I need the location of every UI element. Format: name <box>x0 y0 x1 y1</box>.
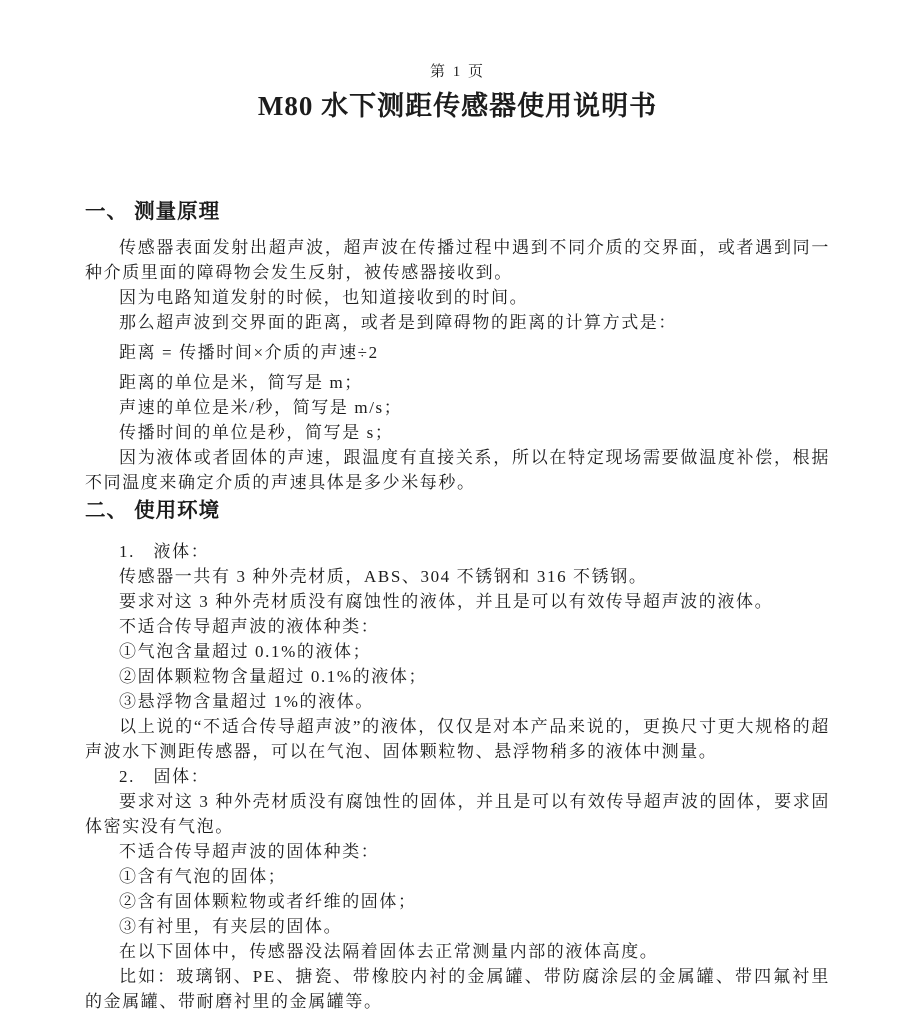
distance-formula: 距离 = 传播时间×介质的声速÷2 <box>119 343 379 362</box>
list-item-solid: 2. 固体： <box>119 767 210 786</box>
list-item: ②含有固体颗粒物或者纤维的固体； <box>119 892 417 911</box>
paragraph: 不适合传导超声波的液体种类： <box>119 617 380 636</box>
paragraph: 以上说的“不适合传导超声波”的液体，仅仅是对本产品来说的，更换尺寸更大规格的超声波水下测距传感器，可以在气泡、固体颗粒物、悬浮物稍多的液体中测量。 <box>85 717 830 761</box>
paragraph: 要求对这 3 种外壳材质没有腐蚀性的液体，并且是可以有效传导超声波的液体。 <box>119 592 774 611</box>
paragraph: 那么超声波到交界面的距离，或者是到障碍物的距离的计算方式是： <box>119 313 677 332</box>
paragraph: 传感器一共有 3 种外壳材质，ABS、304 不锈钢和 316 不锈钢。 <box>119 567 648 586</box>
section-measurement-principle <box>85 197 830 495</box>
paragraph: 声速的单位是米/秒，简写是 m/s； <box>119 398 403 417</box>
paragraph: 传感器表面发射出超声波，超声波在传播过程中遇到不同介质的交界面，或者遇到同一种介质里面的障碍物会发生反射，被传感器接收到。 <box>85 238 830 282</box>
paragraph: 距离的单位是米，简写是 m； <box>119 373 363 392</box>
paragraph: 要求对这 3 种外壳材质没有腐蚀性的固体，并且是可以有效传导超声波的固体，要求固体密实没有气泡。 <box>85 792 830 836</box>
section-heading-operating-environment: 二、 使用环境 <box>85 500 221 522</box>
paragraph: 因为液体或者固体的声速，跟温度有直接关系，所以在特定现场需要做温度补偿，根据不同温度来确定介质的声速具体是多少米每秒。 <box>85 448 830 492</box>
section-operating-environment <box>85 496 830 1014</box>
list-item: ①气泡含量超过 0.1%的液体； <box>119 642 372 661</box>
list-item: ①含有气泡的固体； <box>119 867 287 886</box>
paragraph: 在以下固体中，传感器没法隔着固体去正常测量内部的液体高度。 <box>119 942 659 961</box>
paragraph: 不适合传导超声波的固体种类： <box>119 842 380 861</box>
document-title: M80 水下测距传感器使用说明书 <box>257 91 658 121</box>
list-item: ②固体颗粒物含量超过 0.1%的液体； <box>119 667 428 686</box>
list-item: ③悬浮物含量超过 1%的液体。 <box>119 692 374 711</box>
paragraph: 比如：玻璃钢、PE、搪瓷、带橡胶内衬的金属罐、带防腐涂层的金属罐、带四氟衬里的金属罐、带耐磨衬里的金属罐等。 <box>85 967 830 1011</box>
page-number: 第 1 页 <box>429 64 485 80</box>
list-item: ③有衬里，有夹层的固体。 <box>119 917 343 936</box>
paragraph: 传播时间的单位是秒，简写是 s； <box>119 423 394 442</box>
list-item-liquid: 1. 液体： <box>119 542 210 561</box>
section-heading-measurement-principle: 一、 测量原理 <box>85 201 221 223</box>
paragraph: 因为电路知道发射的时候，也知道接收到的时间。 <box>119 288 529 307</box>
